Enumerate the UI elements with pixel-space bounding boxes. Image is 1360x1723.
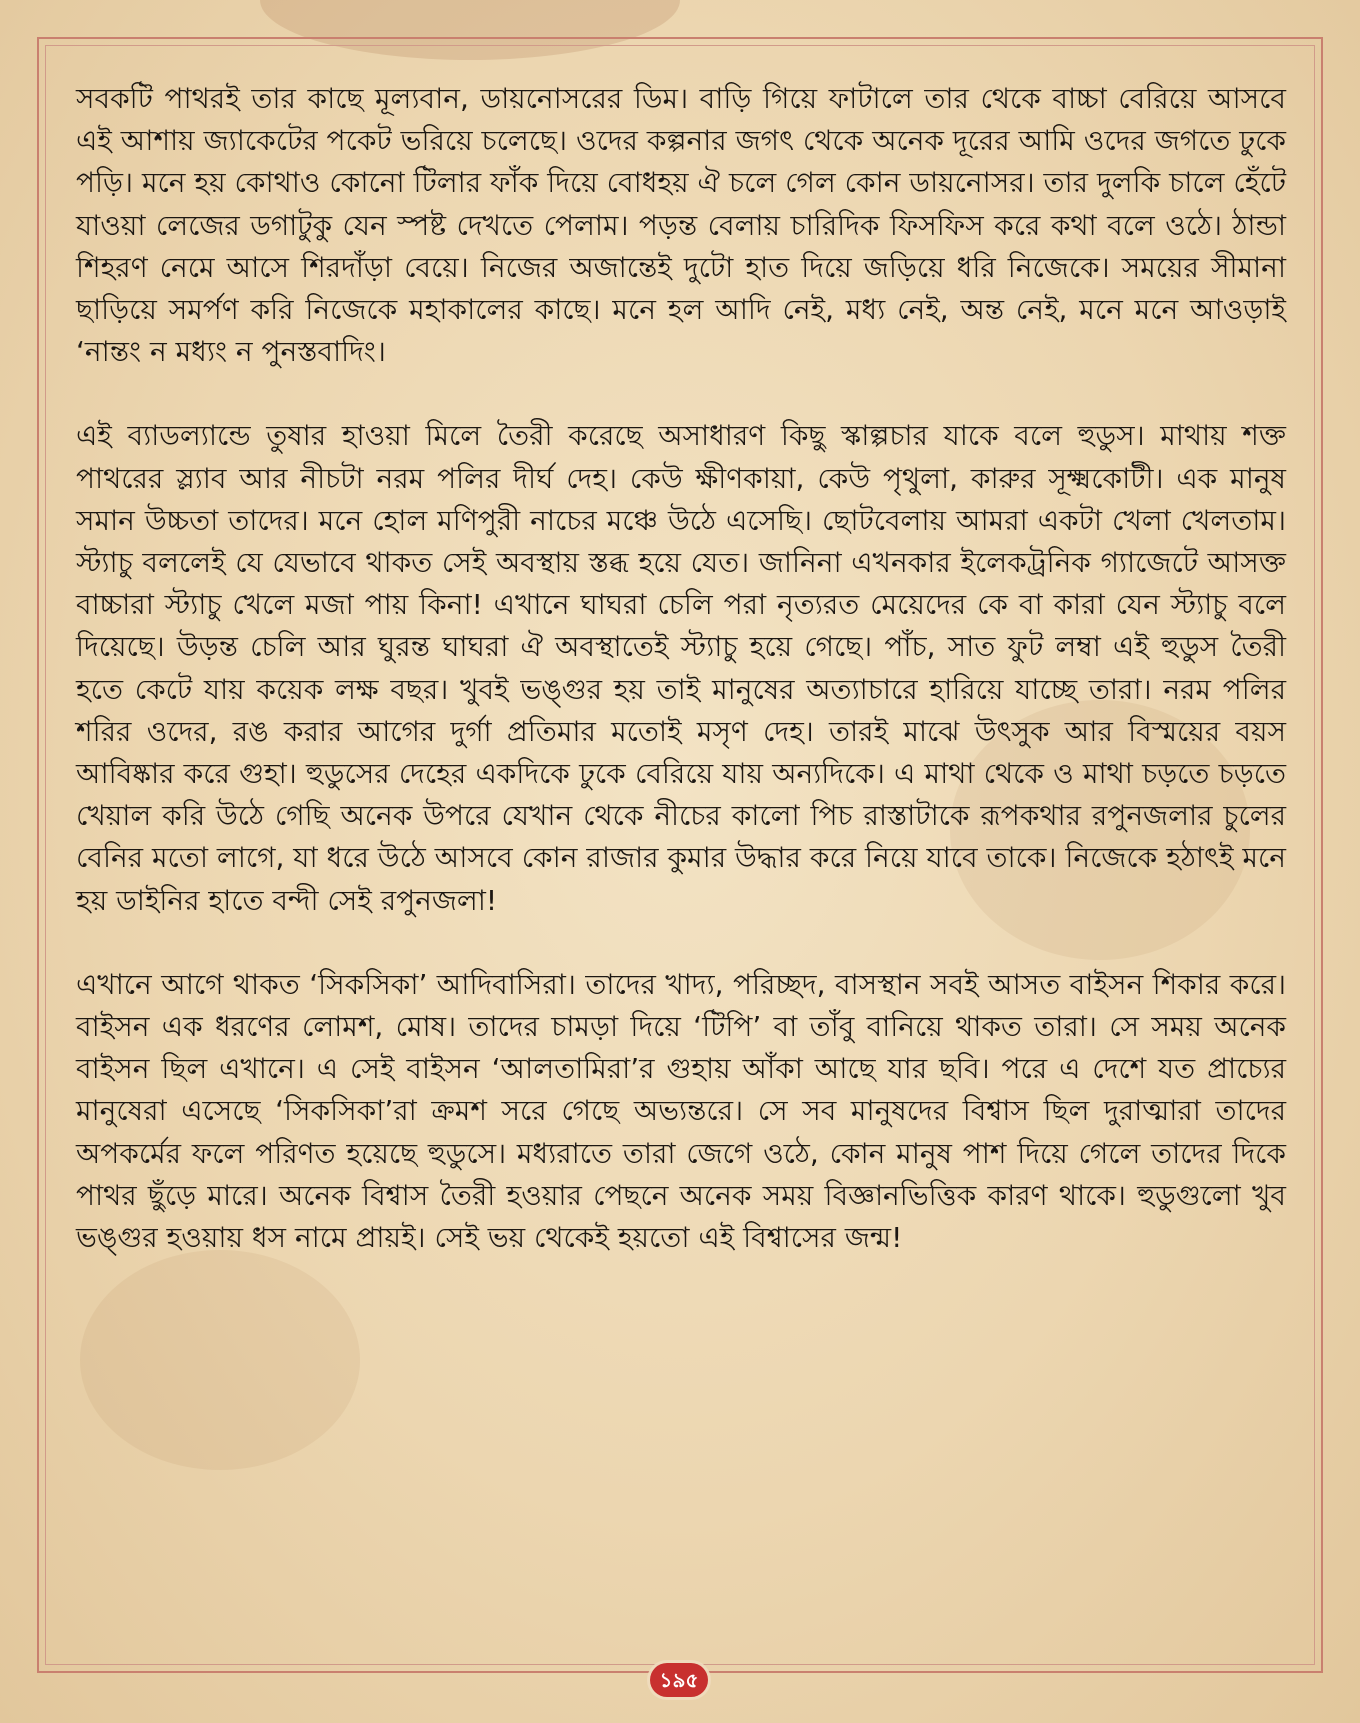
paragraph-1: সবকটি পাথরই তার কাছে মূল্যবান, ডায়নোসরের ডিম। বাড়ি গিয়ে ফাটালে তার থেকে বাচ্চা বেরিয়ে আসবে এই আশায় জ্যাকেটের পকেট ভরিয়ে চলেছে। ওদের কল্পনার জগৎ থেকে অনেক দূরের আমি ওদের জগতে ঢুকে পড়ি। মনে হয় কোথাও কোনো টিলার ফাঁক দিয়ে বোধহয় ঐ চলে গেল কোন ডায়নোসর। তার দুলকি চালে হেঁটে যাওয়া লেজের ডগাটুকু যেন স্পষ্ট দেখতে পেলাম। পড়ন্ত বেলায় চারিদিক ফিসফিস করে কথা বলে ওঠে। ঠান্ডা শিহরণ নেমে আসে শিরদাঁড়া বেয়ে। নিজের অজান্তেই দুটো হাত দিয়ে জড়িয়ে ধরি নিজেকে। সময়ের সীমানা ছাড়িয়ে সমর্পণ করি নিজেকে মহাকালের কাছে। মনে হল আদি নেই, মধ্য নেই, অন্ত নেই, মনে মনে আওড়াই ‘নান্তং ন মধ্যং ন পুনস্তবাদিং। [76,82,1286,369]
page-body-text [76,78,1286,1301]
paragraph-3: এখানে আগে থাকত ‘সিকসিকা’ আদিবাসিরা। তাদের খাদ্য, পরিচ্ছদ, বাসস্থান সবই আসত বাইসন শিকার করে।বাইসন এক ধরণের লোমশ, মোষ। তাদের চামড়া দিয়ে ‘টিপি’ বা তাঁবু বানিয়ে থাকত তারা। সে সময় অনেক বাইসন ছিল এখানে। এ সেই বাইসন ‘আলতামিরা’র গুহায় আঁকা আছে যার ছবি। পরে এ দেশে যত প্রাচ্যের মানুষেরা এসেছে ‘সিকসিকা’রা ক্রমশ সরে গেছে অভ্যন্তরে। সে সব মানুষদের বিশ্বাস ছিল দুরাত্মারা তাদের অপকর্মের ফলে পরিণত হয়েছে হুডুসে। মধ্যরাতে তারা জেগে ওঠে, কোন মানুষ পাশ দিয়ে গেলে তাদের দিকে পাথর ছুঁড়ে মারে। অনেক বিশ্বাস তৈরী হওয়ার পেছনে অনেক সময় বিজ্ঞানভিত্তিক কারণ থাকে। হুডুগুলো খুব ভঙ্গুর হওয়ায় ধস নামে প্রায়ই। সেই ভয় থেকেই হয়তো এই বিশ্বাসের জন্ম! [76,967,1286,1255]
page-number-badge: ১৯৫ [650,1663,708,1697]
paragraph-2: এই ব্যাডল্যান্ডে তুষার হাওয়া মিলে তৈরী করেছে অসাধারণ কিছু স্কাল্পচার যাকে বলে হুডুস। মাথায় শক্ত পাথরের স্ল্যাব আর নীচটা নরম পলির দীর্ঘ দেহ। কেউ ক্ষীণকায়া, কেউ পৃথুলা, কারুর সূক্ষ্মকোটী। এক মানুষ সমান উচ্চতা তাদের। মনে হোল মণিপুরী নাচের মঞ্চে উঠে এসেছি। ছোটবেলায় আমরা একটা খেলা খেলতাম। স্ট্যাচু বললেই যে যেভাবে থাকত সেই অবস্থায় স্তব্ধ হয়ে যেত। জানিনা এখনকার ইলেকট্রনিক গ্যাজেটে আসক্ত বাচ্চারা স্ট্যাচু খেলে মজা পায় কিনা! এখানে ঘাঘরা চেলি পরা নৃত্যরত মেয়েদের কে বা কারা যেন স্ট্যাচু বলে দিয়েছে। উড়ন্ত চেলি আর ঘুরন্ত ঘাঘরা ঐ অবস্থাতেই স্ট্যাচু হয়ে গেছে। পাঁচ, সাত ফুট লম্বা এই হুডুস তৈরী হতে কেটে যায় কয়েক লক্ষ বছর। খুবই ভঙ্গুর হয় তাই মানুষের অত্যাচারে হারিয়ে যাচ্ছে তারা। নরম পলির শরির ওদের, রঙ করার আগের দুর্গা প্রতিমার মতোই মসৃণ দেহ। তারই মাঝে উৎসুক আর বিস্ময়ের বয়স আবিষ্কার করে গুহা। হুডুসের দেহের একদিকে ঢুকে বেরিয়ে যায় অন্যদিকে। এ মাথা থেকে ও মাথা চড়তে চড়তে খেয়াল করি উঠে গেছি অনেক উপরে যেখান থেকে নীচের কালো পিচ রাস্তাটাকে রূপকথার রপুনজলার চুলের বেনির মতো লাগে, যা ধরে উঠে আসবে কোন রাজার কুমার উদ্ধার করে নিয়ে যাবে তাকে। নিজেকে হঠাৎই মনে হয় ডাইনির হাতে বন্দী সেই রপুনজলা! [76,419,1286,917]
